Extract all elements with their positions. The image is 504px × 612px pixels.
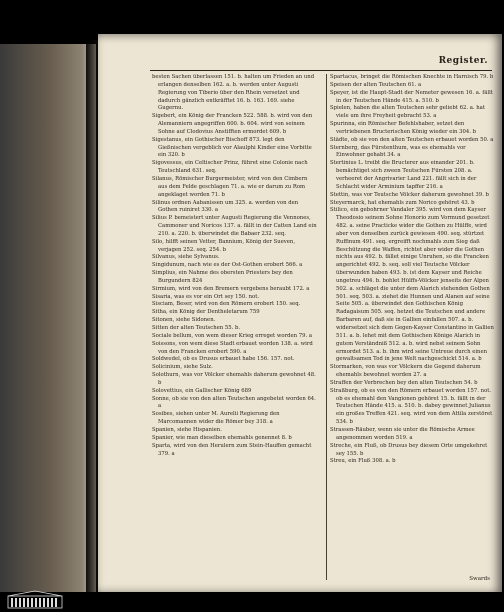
index-entry: Sisciam, Beser, wird von den Römern erobert 150. seq. [152, 301, 301, 308]
index-entry: Speyer, ist die Haupt-Stadt der Nemeter gewesen 16. a. fällt in der Teutschen Hände 415. a. 510. b [330, 89, 493, 104]
index-entry: Silo, hilfft seinen Vetter, Bannium, König der Sueven, verjagen 252. seq. 254. b [152, 238, 296, 253]
header-rule [150, 70, 492, 71]
index-entry: Spartacus, bringet die Römischen Knechte in Harnisch 79. b [330, 74, 494, 80]
index-entry: Sirmium, wird von den Bremern vergebens beraubt 172. a [152, 285, 310, 292]
index-entry: Strassen-Räuber, wenn sie unter die Römische Armee angenommen worden 519. a [330, 426, 475, 441]
index-entry: Sitonen, siehe Sidonen. [152, 317, 216, 324]
index-entry: Stertinius L. treibt die Bructerer aus einander 201. b. bemächtiget sich zween Teutschen Fürsten 208. a. verheeret der Angrivarier Land 221. fällt sich in der Schlacht wider Arminium tapffer 216. a [330, 160, 477, 190]
library-logo-icon [6, 590, 64, 610]
catchword: Swards [469, 576, 490, 582]
facing-page-edge [0, 44, 96, 592]
index-entry: Silinus ordnen Aabanissen um 325. a. werden von den Gothen ruiniret 330. a [152, 199, 299, 214]
index-entry: Speisen der alten Teutschen 61. a [330, 81, 422, 88]
index-entry: Spielen, haben die alten Teutschen sehr geliebt 62. a. hat viele um ihre Freyheit gebracht 53. a [330, 105, 485, 120]
index-entry: Simplius, ein Nahme des obersten Priesters bey den Burgundern 824 [152, 270, 293, 284]
index-entry: Sigestanus, ein Gothischer Bischoff 873. legt den Gießnischen vergeblich vor Alaulphi Kinder eine Vorbitte ein 320. b [152, 136, 312, 159]
index-entry: Spanien, siehe Hispanien. [152, 426, 222, 433]
index-entry: Silanus, Römischer Burgermeister, wird von den Cimbern aus dem Felde geschlagen 71. a. wie er darum zu Rom angeklaget worden 71. b [152, 175, 308, 198]
index-entry: Streche, ein Fluß, ob Drusus bey diesem Orte umgekehret sey 155. b [330, 442, 488, 457]
index-entry: Sparta, wird von den Herulern zum Stein-Hauffen gemacht 379. a [152, 442, 312, 457]
index-entry: Sitten der alten Teutschen 55. b. [152, 325, 241, 331]
index-entry: Spanier, wie man dieselben ehemahls genennet 8. b [152, 434, 292, 441]
index-entry: Sisaria, was es vor ein Ort sey 150. not. [152, 293, 260, 300]
index-entry: Solovettius, ein Gallischer König 689 [152, 387, 252, 394]
page-header: Register. [438, 56, 488, 66]
index-entry: Singidunum, nach wie es der Ost-Gothen erobert 566. a [152, 262, 303, 269]
column-divider [326, 74, 327, 580]
index-entry: Stettin, was vor Teutsche Völcker daherum gewohnet 39. b [330, 191, 489, 198]
index-entry: Steyermarck, hat ehemahls zum Norico gehöret 43. b [330, 199, 475, 206]
index-entry: Silius P. bemeistert unter Augusti Regierung die Vennones, Cammoner und Noricos 137. a. fällt in der Catten Land ein 210. a. 220. b. überwindet die Babaer 232. seq. [152, 215, 317, 237]
index-entry: Sigovessus, ein Celtischer Prinz, führet eine Colonie nach Teutschland 631. seq. [152, 160, 308, 175]
index-entry: Sitha, ein König der Dentheletarum 759 [152, 309, 260, 316]
viewer-footer [0, 592, 504, 612]
index-entry: Sociale bellum, von wem dieser Krieg erreget worden 79. a [152, 332, 313, 339]
index-entry: Sosibes, siehen unter M. Aurelii Regierung den Marcomannen wider die Römer bey 318. a [152, 411, 280, 426]
left-column [152, 74, 318, 458]
index-entry: Solicinium, siehe Sulz. [152, 364, 213, 371]
index-entry: Streu, ein Fluß 308. a. b [330, 458, 396, 465]
register-page [98, 34, 502, 594]
index-entry: Sonne, ob sie von den alten Teutschen angebetet worden 64. a [152, 395, 316, 410]
index-entry: besten Sachen überlassen 151. b. halten um Frieden an und erlangen denselben 162. a. b. werden unter Augusti Regierung von Tiberio über den Rhein versetzet und dadurch gänzlich entkräfftet 16. b. 163. 169. siehe Gugernu. [152, 74, 315, 112]
index-entry: Soissons, von wem diese Stadt erbauet worden 138. a. wird von den Francken erobert 590. a [152, 340, 313, 355]
index-entry: Straffen der Verbrechen bey den alten Teutschen 54. b [330, 379, 478, 386]
index-entry: Silvanus, siehe Sylvanus. [152, 254, 220, 261]
index-entry: Städte, ob sie von den alten Teutschen erbauet worden 50. a [330, 136, 494, 143]
index-entry: Spurinna, ein Römischer Befehlshaber, setzet den vertriebenen Bructerischen König wieder ein 304. b [330, 121, 477, 135]
index-entry: Sigebert, ein König der Francken 522. 588. b. wird von den Alemanniern angegriffen 600. b. 604. wird von seinem Sohne auf Clodovius Anstifften ermordet 609. b [152, 113, 313, 135]
index-entry: Stilico, ein gebohrner Vandaler 395. wird von dem Kayser Theodosio seinem Sohne Honorio zum Vormund gesetzet 482. a. seine Practicke wider die Gothen zu Hülffe, wird aber von denselben zurück gewiesen 490. seq. stürtzet Ruffinum 491. seq. ergreifft nochmahls zum Sieg daß Beschützung die Waffen, richtet aber wider die Gothen nichts aus 492. b. fället einige Unruhen, so die Francken angerichtet 492. b. seq. soll viel Teutsche Völcker überwunden haben 493. b. ist dem Kayser und Reiche ungetreu 494. b. bohlet Hülffs-Völcker jenseits der Alpen 502. a. schläget die unter dem Alarich stehenden Gothen 501. seq. 503. a. ziehet die Hunnen und Alanen auf seine Seite 505. a. überwindet den Gothischen König Radagaisum 505. seq. hetzet die Teutschen und andere Barbaren auf, daß sie in Gallien einfallen 507. a. b. widersetzet sich dem Gegen-Kayser Constantino in Gallien 511. a. b. lehet mit dem Gothischen Könige Alarich in gutem Verständniß 512. a. b. wird nebst seinem Sohn ermordet 513. a. b. ihm wird seine Untreue durch einen gewaltsamen Tod in jene Welt nachgeschickt 514. a. b [330, 207, 494, 363]
index-entry: Solothurn, was vor Völcker ehemahls daherum gewohnet 48. b [152, 372, 316, 386]
index-entry: Stormarken, von was vor Völckern die Gegend daherum ehemahls bewohnet worden 27. a [330, 364, 481, 379]
right-column [330, 74, 496, 466]
index-entry: Soldwedel, ob es Drusus erbauet habe 156. 157. not. [152, 356, 295, 363]
index-entry: Straßburg, ob es von den Römern erbauet worden 157. not. ob es ehemahl den Vangionen gehöret 15. b. fällt in der Teutschen Hände 415. a. 510. b. dabey gewinnet Julianus ein großes Treffen 421. seq. wird von dem Attila zerstöret 534. b [330, 387, 493, 426]
index-entry: Sternberg, das Fürstenthum, was es ehemahls vor Einwohner gehabt 34. a [330, 144, 466, 159]
